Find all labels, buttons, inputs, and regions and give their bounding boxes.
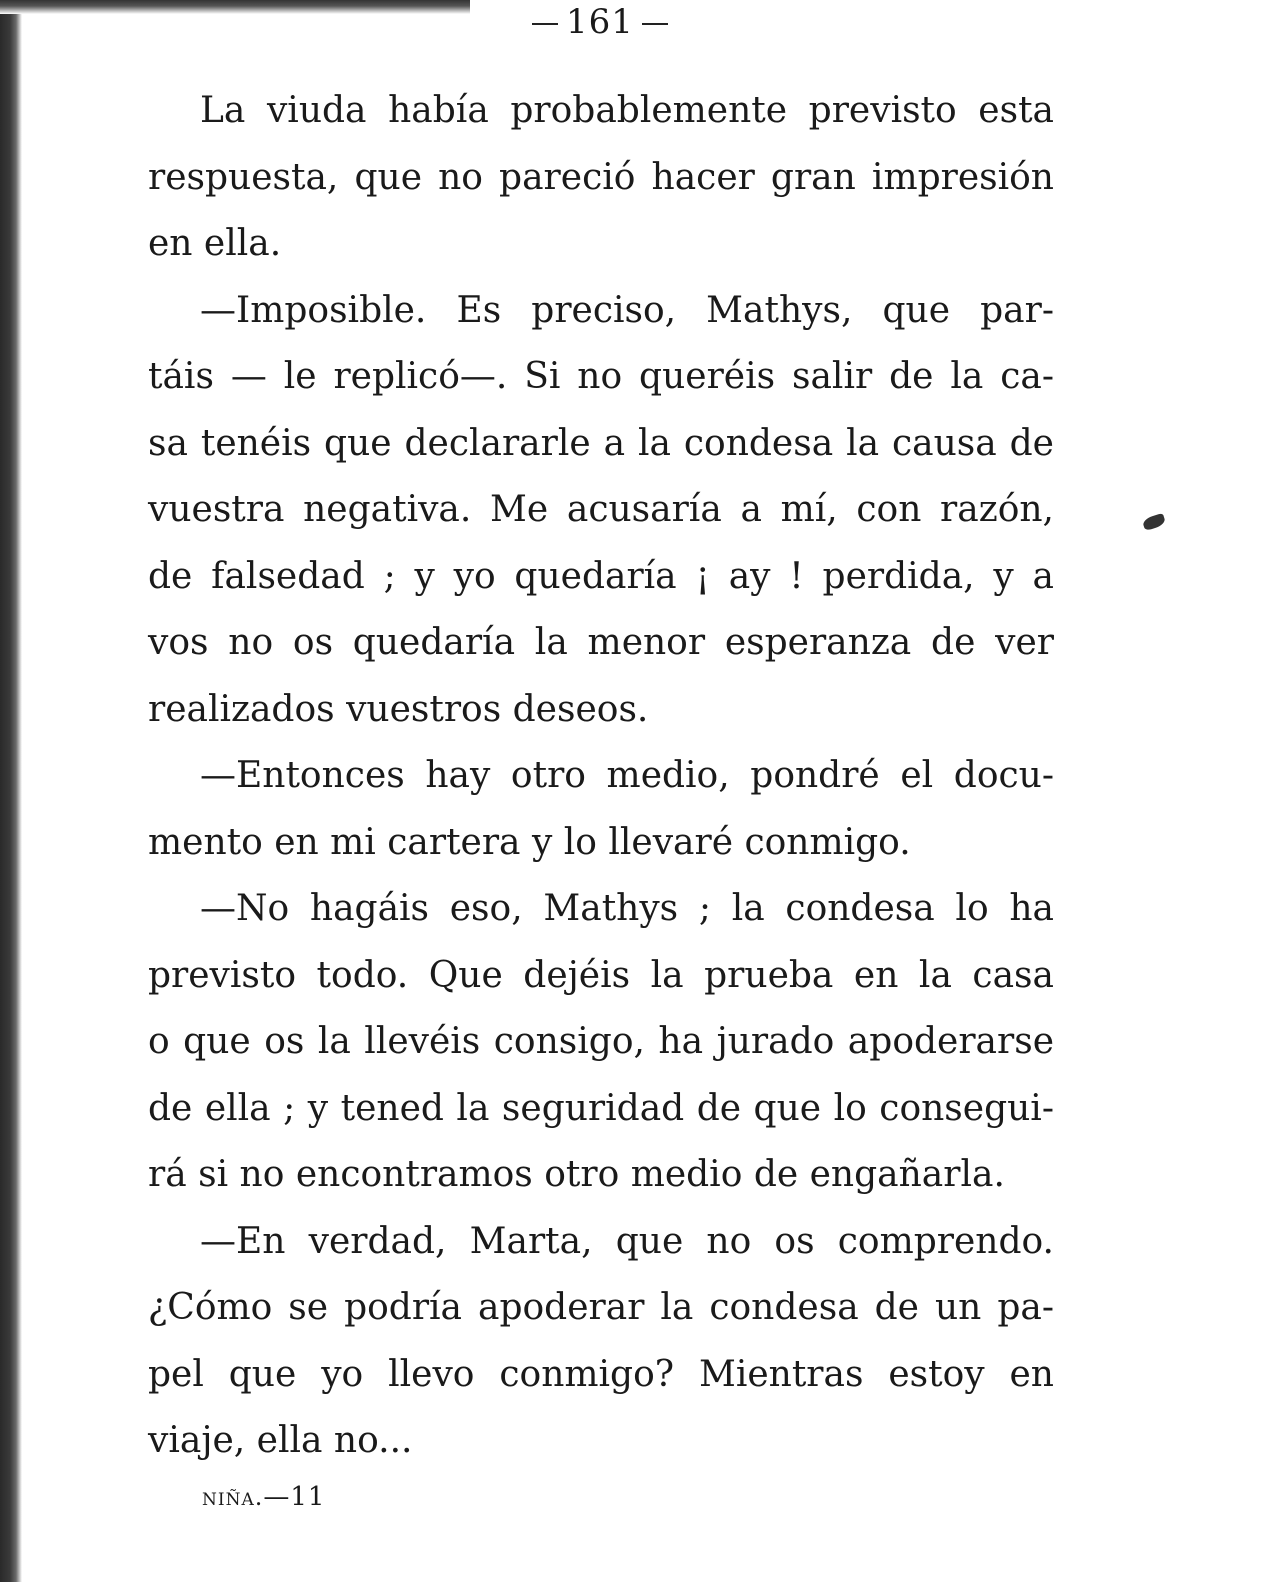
- body-text: [148, 78, 1054, 1475]
- text-line: rá si no encontramos otro medio de engañarla.: [148, 1154, 1005, 1195]
- text-line: —Imposible. Es preciso, Mathys, que par-: [200, 289, 1054, 331]
- ink-speck: [1142, 513, 1167, 531]
- text-line: o que os la llevéis consigo, ha jurado apoderarse: [148, 1021, 1054, 1062]
- text-line: pel que yo llevo conmigo? Mientras estoy en: [148, 1353, 1054, 1395]
- text-line: La viuda había probablemente previsto esta: [200, 90, 1054, 131]
- text-line: —En verdad, Marta, que no os comprendo.: [200, 1220, 1054, 1262]
- text-line: ¿Cómo se podría apoderar la condesa de un pa-: [148, 1287, 1054, 1328]
- page-binding-edge: [0, 0, 22, 1582]
- text-line: —No hagáis eso, Mathys ; la condesa lo ha: [200, 888, 1054, 929]
- page-number: 161: [566, 2, 634, 42]
- text-line: vos no os quedaría la menor esperanza de ver: [148, 622, 1054, 663]
- text-line: realizados vuestros deseos.: [148, 688, 649, 730]
- text-line: mento en mi cartera y lo llevaré conmigo.: [148, 821, 911, 863]
- text-line: de ella ; y tened la seguridad de que lo consegui-: [148, 1087, 1054, 1129]
- text-line: en ella.: [148, 223, 282, 264]
- text-line: sa tenéis que declararle a la condesa la causa de: [148, 422, 1054, 464]
- text-line: táis — le replicó—. Si no queréis salir de la ca-: [148, 356, 1054, 397]
- signature-number: —11: [263, 1482, 326, 1512]
- text-line: viaje, ella no...: [148, 1420, 413, 1461]
- text-line: —Entonces hay otro medio, pondré el docu-: [200, 755, 1054, 796]
- header-dash-left: [532, 23, 558, 25]
- text-line: de falsedad ; y yo quedaría ¡ ay ! perdida, y a: [148, 555, 1054, 597]
- text-line: vuestra negativa. Me acusaría a mí, con razón,: [148, 489, 1054, 530]
- printer-signature: [202, 1482, 325, 1512]
- page-header: [0, 2, 1200, 42]
- header-dash-right: [642, 23, 668, 25]
- text-line: previsto todo. Que dejéis la prueba en la casa: [148, 954, 1054, 996]
- signature-label: niña.: [202, 1483, 264, 1511]
- text-line: respuesta, que no pareció hacer gran impresión: [148, 156, 1054, 198]
